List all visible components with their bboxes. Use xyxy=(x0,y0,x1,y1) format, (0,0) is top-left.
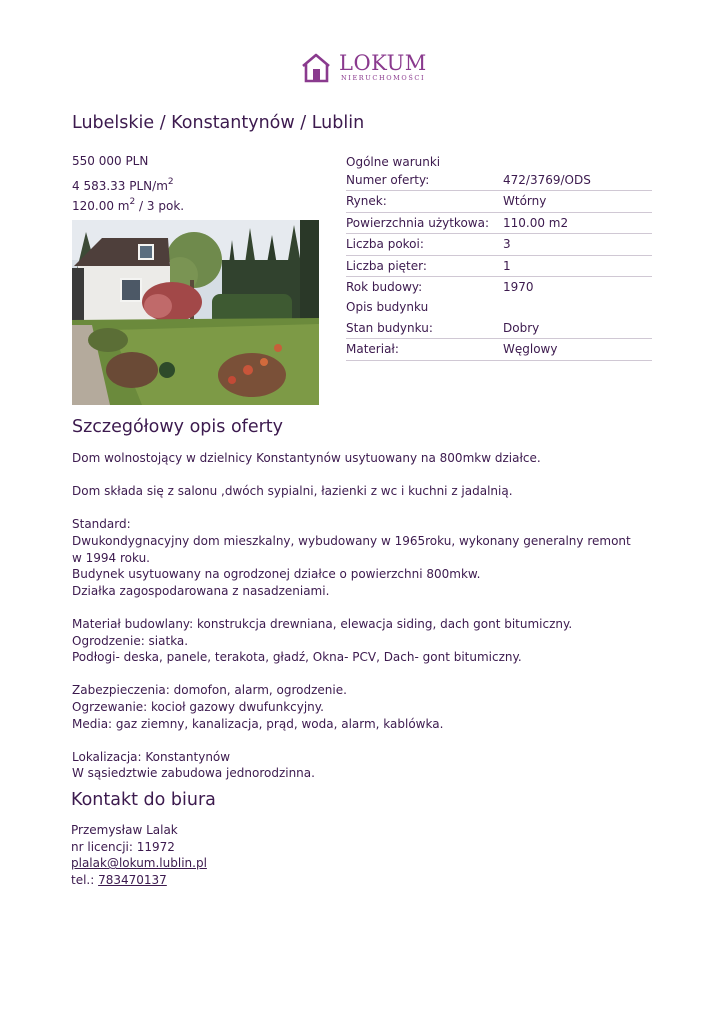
detail-value: 3 xyxy=(503,237,511,252)
detail-row xyxy=(346,234,652,255)
detail-row xyxy=(346,191,652,212)
detail-label: Materiał: xyxy=(346,342,399,357)
description-paragraph: Materiał budowlany: konstrukcja drewniana, elewacja siding, dach gont bitumiczny. Ogrodzenie: siatka. Podłogi- deska, panele, terakota, gładź, Okna- PCV, Dach- gont bitumiczny. xyxy=(72,616,573,665)
agent-license: nr licencji: 11972 xyxy=(71,839,175,854)
description-paragraph: Zabezpieczenia: domofon, alarm, ogrodzenie. Ogrzewanie: kocioł gazowy dwufunkcyjny. Media: gaz ziemny, kanalizacja, prąd, woda, alarm, kablówka. xyxy=(72,683,444,731)
phone-link[interactable]: 783470137 xyxy=(98,872,167,887)
area-value: 120.00 m xyxy=(72,199,130,213)
detail-label: Liczba pokoi: xyxy=(346,237,424,252)
detail-value: Dobry xyxy=(503,320,540,335)
logo-wordmark: LOKUM xyxy=(339,51,427,75)
detail-value: Wtórny xyxy=(503,194,547,209)
price-per-m2-sup: 2 xyxy=(167,177,174,187)
price: 550 000 PLN xyxy=(72,154,149,168)
price-per-m2-value: 4 583.33 PLN/m xyxy=(72,179,168,193)
agent-email-link[interactable]: plalak@lokum.lublin.pl xyxy=(71,856,207,871)
price-per-m2 xyxy=(72,175,174,193)
building-heading-text: Opis budynku xyxy=(346,300,429,315)
area-rooms xyxy=(72,195,184,213)
detail-label: Rynek: xyxy=(346,194,387,209)
agent-name: Przemysław Lalak xyxy=(71,823,178,837)
contact-heading: Kontakt do biura xyxy=(71,790,216,810)
detail-label: Powierzchnia użytkowa: xyxy=(346,215,490,230)
description-body xyxy=(72,450,642,782)
phone-label: tel.: xyxy=(71,872,99,887)
detail-label: Numer oferty: xyxy=(346,173,430,187)
detail-label: Stan budynku: xyxy=(346,320,433,335)
detail-value: Węglowy xyxy=(503,342,558,357)
detail-row xyxy=(346,339,652,360)
house-icon xyxy=(300,52,334,84)
rooms-suffix: / 3 pok. xyxy=(135,199,185,213)
area-sup: 2 xyxy=(129,197,136,207)
contact-block xyxy=(71,822,207,888)
description-paragraph: Lokalizacja: Konstantynów W sąsiedztwie zabudowa jednorodzinna. xyxy=(72,749,315,781)
listing-title: Lubelskie / Konstantynów / Lublin xyxy=(72,113,365,133)
detail-row xyxy=(346,318,652,339)
description-paragraph: Dom składa się z salonu ,dwóch sypialni, łazienki z wc i kuchni z jadalnią. xyxy=(72,484,513,499)
agent-phone xyxy=(71,872,207,889)
detail-value: 472/3769/ODS xyxy=(503,173,591,187)
detail-row xyxy=(346,256,652,277)
detail-value: 1 xyxy=(503,258,511,273)
property-photo xyxy=(72,220,319,405)
detail-row xyxy=(346,277,652,297)
detail-row xyxy=(346,213,652,234)
detail-label: Rok budowy: xyxy=(346,279,423,294)
detail-value: 1970 xyxy=(503,279,534,294)
description-heading: Szczegółowy opis oferty xyxy=(72,417,283,437)
general-heading: Ogólne warunki xyxy=(346,155,441,169)
building-heading xyxy=(346,297,652,317)
detail-label: Liczba pięter: xyxy=(346,258,427,273)
detail-row xyxy=(346,170,652,191)
detail-value: 110.00 m2 xyxy=(503,215,569,230)
description-paragraph: Dom wolnostojący w dzielnicy Konstantynów usytuowany na 800mkw działce. xyxy=(72,451,541,465)
logo-tagline: NIERUCHOMOŚCI xyxy=(341,74,426,82)
details-table xyxy=(346,154,652,361)
description-paragraph: Standard: Dwukondygnacyjny dom mieszkalny, wybudowany w 1965roku, wykonany generalny remont w 1994 roku. Budynek usytuowany na ogrodzonej działce o powierzchni 800mkw. Działka zagospodarowana z nasadzeniami. xyxy=(72,517,631,598)
